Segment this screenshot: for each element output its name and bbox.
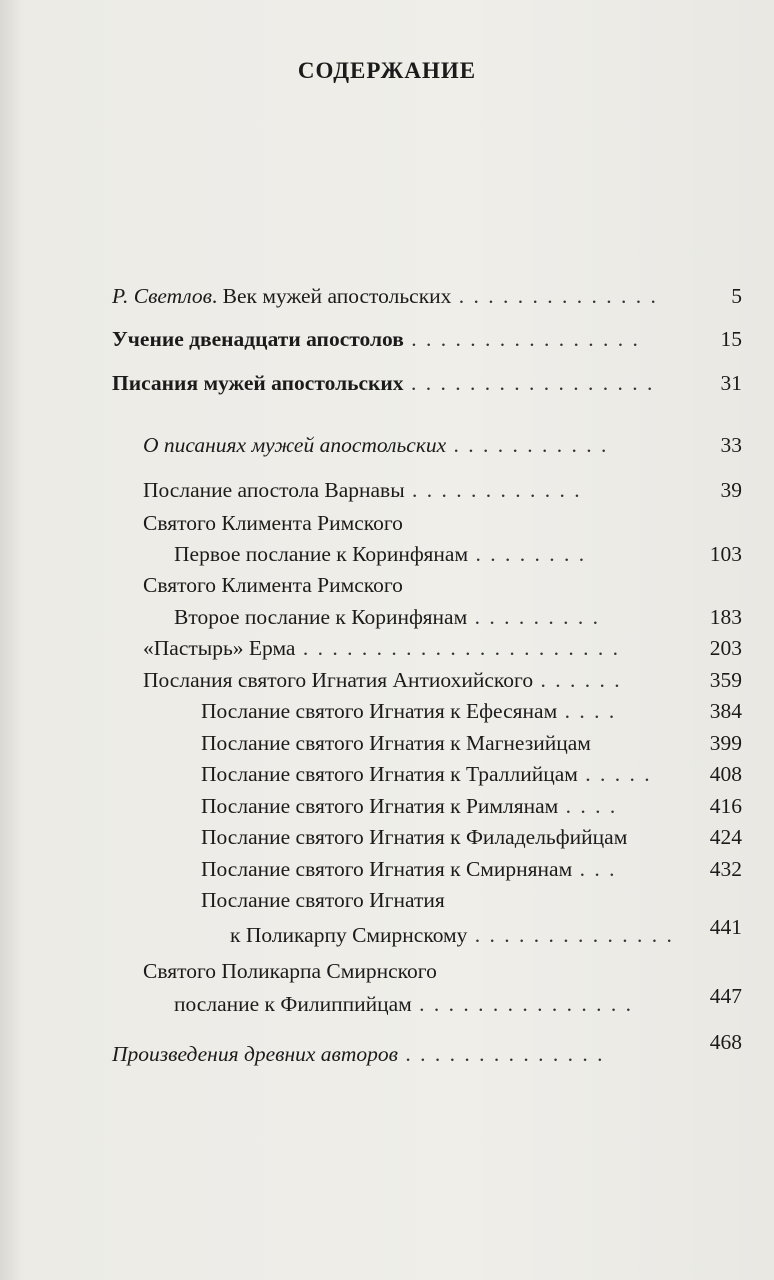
toc-entry-trall — [201, 760, 652, 788]
toc-entry-title: Первое послание к Коринфянам — [174, 542, 469, 566]
toc-entry-o-pisaniyah — [143, 431, 608, 459]
toc-entry-page: 203 — [709, 636, 742, 660]
toc-entry-smirn — [201, 855, 616, 883]
toc-entry-page: 15 — [720, 327, 742, 351]
toc-entry-leader: . . . . . . . . . — [467, 605, 600, 629]
toc-entry-title: послание к Филиппийцам — [174, 992, 412, 1016]
toc-entry-leader: . . . . — [557, 699, 617, 723]
toc-entry-kliment1-author — [143, 509, 403, 537]
toc-entry-title: О писаниях мужей апостольских — [143, 433, 447, 457]
toc-entry-page: 432 — [709, 857, 742, 881]
toc-entry-page: 384 — [709, 699, 742, 723]
toc-entry-title: Второе послание к Коринфянам — [174, 605, 468, 629]
toc-entry-leader: . . . — [572, 857, 617, 881]
toc-entry-drevnih — [112, 1040, 605, 1068]
toc-entry-erma — [143, 634, 620, 662]
toc-entry-polik-heading — [201, 886, 445, 914]
toc-entry-leader: . . . . . . . . . . . . . . . — [411, 992, 634, 1016]
toc-entry-page: 183 — [709, 605, 742, 629]
toc-entry-leader: . . . . . . . . . . . . . . — [398, 1042, 605, 1066]
toc-entry-title: Послание святого Игнатия к Филадельфийцам — [201, 825, 628, 849]
toc-entry-title: Послание святого Игнатия к Ефесянам — [201, 699, 558, 723]
toc-entry-page: 359 — [709, 668, 742, 692]
toc-entry-leader: . . . . . . — [533, 668, 622, 692]
toc-entry-page: 468 — [709, 1030, 742, 1054]
toc-entry-title: Послание святого Игнатия к Смирнянам — [201, 857, 573, 881]
toc-entry-title: Святого Климента Римского — [143, 573, 403, 597]
toc-entry-kliment2 — [174, 603, 600, 631]
toc-entry-svetlov — [112, 282, 658, 310]
toc-entry-efes — [201, 697, 616, 725]
toc-entry-page: 408 — [709, 762, 742, 786]
toc-entry-page: 5 — [731, 284, 742, 308]
toc-entry-pisaniya — [112, 369, 654, 397]
toc-entry-leader: . . . . . . . . . . . . . . . . — [403, 327, 640, 351]
toc-entry-leader: . . . . . . . . . . . . . . — [467, 923, 674, 947]
toc-entry-title: Произведения древних авторов — [112, 1042, 398, 1066]
toc-entry-title: Послание святого Игнатия к Магнезийцам — [201, 731, 591, 755]
toc-entry-magnez — [201, 729, 591, 757]
toc-entry-page: 441 — [709, 915, 742, 939]
toc-entry-page: 31 — [720, 371, 742, 395]
toc-entry-varnava — [143, 476, 582, 504]
toc-entry-kliment1 — [174, 540, 586, 568]
toc-entry-rim — [201, 792, 617, 820]
toc-entry-leader: . . . . . . . . . . . . . . . . . . . . . . — [295, 636, 620, 660]
toc-entry-page: 424 — [709, 825, 742, 849]
page-title: СОДЕРЖАНИЕ — [297, 58, 477, 83]
toc-entry-leader: . . . . . — [577, 762, 652, 786]
toc-entry-leader: . . . . . . . . . . . . — [404, 478, 582, 502]
toc-entry-title: Послание апостола Варнавы — [143, 478, 405, 502]
toc-entry-filad — [201, 823, 627, 851]
toc-entry-title: «Пастырь» Ерма — [143, 636, 296, 660]
toc-entry-uchenie — [112, 325, 640, 353]
toc-entry-title: Святого Климента Римского — [143, 511, 403, 535]
toc-entry-leader: . . . . . . . . . . . . . . — [451, 284, 658, 308]
toc-entry-title: Послания святого Игнатия Антиохийского — [143, 668, 534, 692]
toc-entry-ignatiy — [143, 666, 622, 694]
toc-entry-title: Послание святого Игнатия к Римлянам — [201, 794, 559, 818]
toc-entry-title: Послание святого Игнатия к Траллийцам — [201, 762, 578, 786]
toc-entry-page: 33 — [720, 433, 742, 457]
toc-entry-leader: . . . . — [558, 794, 618, 818]
toc-entry-polik — [230, 921, 674, 949]
toc-entry-title: к Поликарпу Смирнскому — [230, 923, 468, 947]
toc-entry-title: . Век мужей апостольских — [211, 284, 452, 308]
toc-entry-page: 447 — [709, 984, 742, 1008]
toc-entry-kliment2-author — [143, 571, 403, 599]
toc-entry-page: 399 — [709, 731, 742, 755]
toc-entry-polikarp-author — [143, 957, 437, 985]
toc-entry-author: Р. Светлов — [112, 284, 212, 308]
toc-entry-page: 39 — [720, 478, 742, 502]
toc-entry-title: Учение двенадцати апостолов — [112, 327, 404, 351]
toc-entry-leader: . . . . . . . . — [468, 542, 587, 566]
toc-entry-polikarp — [174, 990, 633, 1018]
toc-entry-title: Святого Поликарпа Смирнского — [143, 959, 437, 983]
toc-entry-title: Писания мужей апостольских — [112, 371, 404, 395]
toc-entry-page: 103 — [709, 542, 742, 566]
toc-entry-leader: . . . . . . . . . . . — [446, 433, 609, 457]
toc-entry-page: 416 — [709, 794, 742, 818]
toc-entry-title: Послание святого Игнатия — [201, 888, 445, 912]
toc-entry-leader: . . . . . . . . . . . . . . . . . — [403, 371, 655, 395]
